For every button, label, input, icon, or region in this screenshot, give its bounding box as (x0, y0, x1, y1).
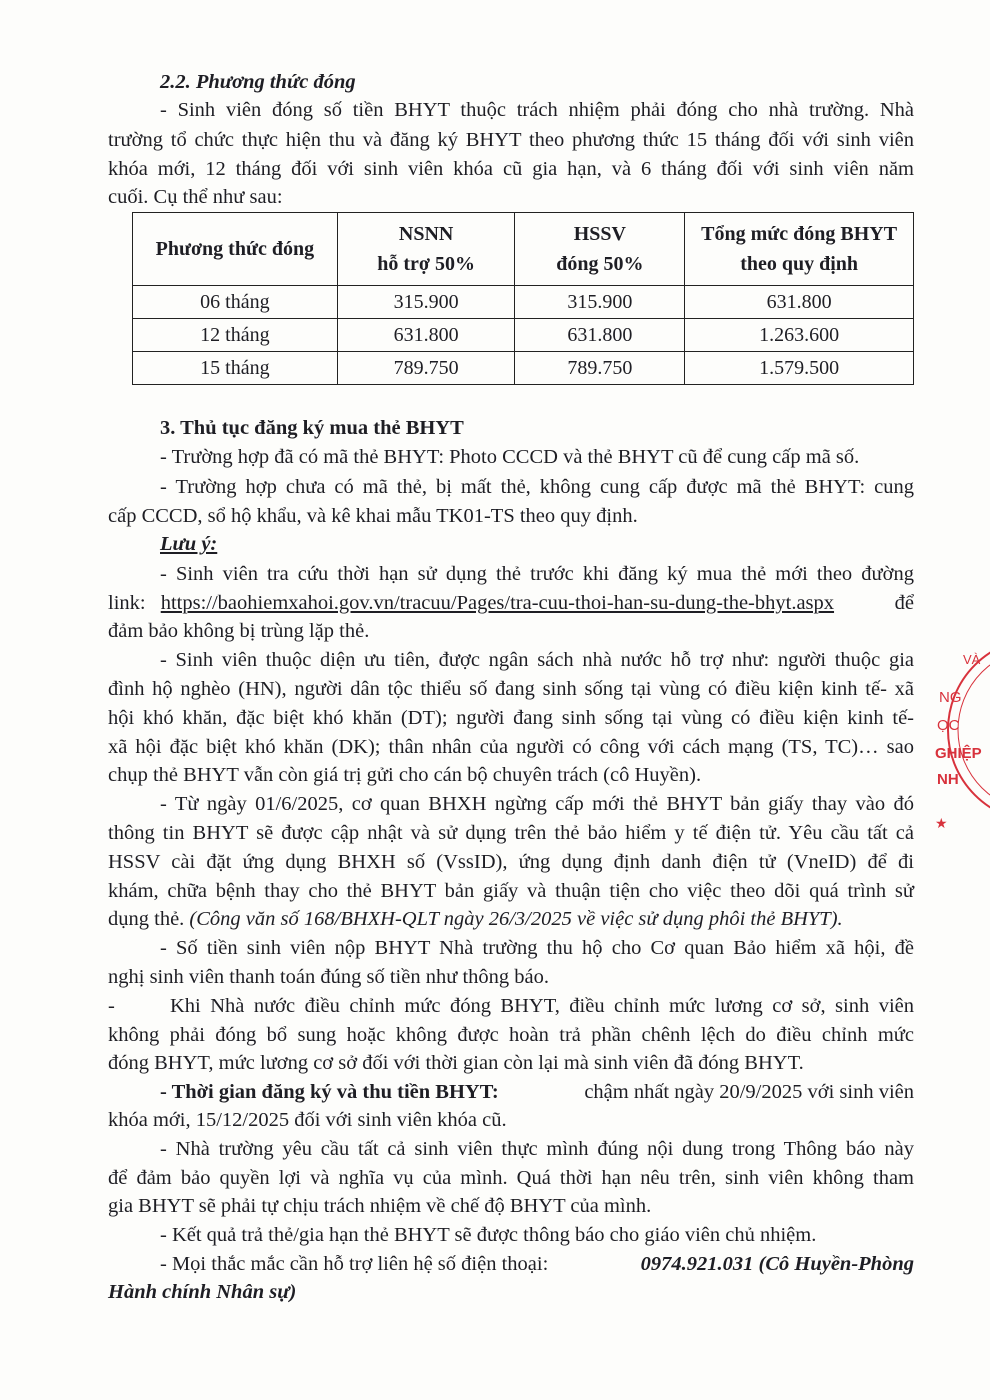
cell-hssv: 789.750 (515, 352, 685, 385)
seal-fragment: NG (939, 689, 962, 706)
note-9-line-1 (160, 1250, 914, 1278)
seal-star: ★ (935, 815, 948, 830)
section-3-p2-line-2: cấp CCCD, sổ hộ khẩu, và kê khai mẫu TK01-TS theo quy định. (108, 505, 638, 527)
note-3-line-1: - Từ ngày 01/6/2025, cơ quan BHXH ngừng cấp mới thẻ BHYT bản giấy thay vào đó (160, 793, 914, 815)
table-header-row (133, 213, 914, 286)
cell-hssv: 631.800 (515, 319, 685, 352)
note-9-prefix: - Mọi thắc mắc cần hỗ trợ liên hệ số điện thoại: (160, 1253, 549, 1275)
note-1-line-1: - Sinh viên tra cứu thời hạn sử dụng thẻ trước khi đăng ký mua thẻ mới theo đường (160, 563, 914, 585)
cell-nsnn: 315.900 (337, 286, 515, 319)
cell-nsnn: 631.800 (337, 319, 515, 352)
section-2-2-line-3: khóa mới, 12 tháng đối với sinh viên khóa cũ gia hạn, và 6 tháng đối với sinh viên năm (108, 158, 914, 180)
seal-fragment: VÀ (963, 652, 981, 667)
table-row (133, 319, 914, 352)
note-5-line-2: không phải đóng bổ sung hoặc không được hoàn trả phần chênh lệch do điều chỉnh mức (108, 1024, 914, 1046)
link-prefix: link: (108, 592, 146, 614)
header-nsnn: NSNN hỗ trợ 50% (337, 213, 515, 286)
note-6-line-1 (160, 1078, 914, 1106)
note-2-line-1: - Sinh viên thuộc diện ưu tiên, được ngân sách nhà nước hỗ trợ như: người thuộc gia (160, 649, 914, 671)
seal-inner-ring (958, 648, 990, 812)
header-hssv: HSSV đóng 50% (515, 213, 685, 286)
note-2-line-3: hội khó khăn, đặc biệt khó khăn (DT); người đang sinh sống tại vùng có điều kiện kinh tế- (108, 707, 914, 729)
cell-method: 12 tháng (133, 319, 338, 352)
note-5-dash: - (108, 995, 115, 1017)
note-5-line-3: đóng BHYT, mức lương cơ sở đối với thời gian còn lại mà sinh viên đã đóng BHYT. (108, 1052, 804, 1074)
cell-method: 15 tháng (133, 352, 338, 385)
note-4-line-2: nghị sinh viên thanh toán đúng số tiền như thông báo. (108, 966, 550, 988)
cell-hssv: 315.900 (515, 286, 685, 319)
note-3-reference: (Công văn số 168/BHXH-QLT ngày 26/3/2025 về việc sử dụng phôi thẻ BHYT). (189, 908, 843, 930)
header-method: Phương thức đóng (133, 213, 338, 286)
section-3-p1: - Trường hợp đã có mã thẻ BHYT: Photo CCCD và thẻ BHYT cũ để cung cấp mã số. (160, 446, 860, 468)
note-2-line-4: xã hội đặc biệt khó khăn (DK); thân nhân của người có công với cách mạng (TS, TC)… sao (108, 736, 914, 758)
seal-fragment: NH (937, 771, 959, 788)
cell-method: 06 tháng (133, 286, 338, 319)
cell-total: 631.800 (685, 286, 914, 319)
note-9-line-2: Hành chính Nhân sự) (108, 1281, 297, 1303)
note-6-bold: - Thời gian đăng ký và thu tiền BHYT: (160, 1081, 499, 1103)
header-total: Tổng mức đóng BHYT theo quy định (685, 213, 914, 286)
note-3-last-text: dụng thẻ. (108, 908, 185, 930)
note-7-line-2: để đảm bảo quyền lợi và nghĩa vụ của mình. Quá thời hạn nêu trên, sinh viên không tham (108, 1167, 914, 1189)
fee-table (132, 212, 914, 385)
note-7-line-1: - Nhà trường yêu cầu tất cả sinh viên thực mình đúng nội dung trong Thông báo này (160, 1138, 914, 1160)
note-7-line-3: gia BHYT sẽ phải tự chịu trách nhiệm về chế độ BHYT của mình. (108, 1195, 652, 1217)
contact-phone: 0974.921.031 (Cô Huyền-Phòng (640, 1253, 914, 1275)
cell-total: 1.579.500 (685, 352, 914, 385)
note-label: Lưu ý: (160, 533, 218, 555)
note-8: - Kết quả trả thẻ/gia hạn thẻ BHYT sẽ được thông báo cho giáo viên chủ nhiệm. (160, 1224, 817, 1246)
note-5-line-1: Khi Nhà nước điều chỉnh mức đóng BHYT, điều chỉnh mức lương cơ sở, sinh viên (170, 995, 914, 1017)
seal-fragment: GHIỆP (935, 745, 982, 762)
table-row (133, 352, 914, 385)
section-2-2-line-2: trường tổ chức thực hiện thu và đăng ký BHYT theo phương thức 15 tháng đối với sinh viên (108, 129, 914, 151)
lookup-link[interactable]: https://baohiemxahoi.gov.vn/tracuu/Pages/tra-cuu-thoi-han-su-dung-the-bhyt.aspx (160, 592, 835, 614)
link-suffix: để (894, 592, 914, 614)
section-3-title: 3. Thủ tục đăng ký mua thẻ BHYT (160, 417, 464, 439)
note-1-line-2 (108, 589, 914, 617)
cell-nsnn: 789.750 (337, 352, 515, 385)
red-seal-stamp (925, 630, 990, 830)
section-3-p2-line-1: - Trường hợp chưa có mã thẻ, bị mất thẻ, không cung cấp được mã thẻ BHYT: cung (160, 476, 914, 498)
table-row (133, 286, 914, 319)
note-6-line-2: khóa mới, 15/12/2025 đối với sinh viên khóa cũ. (108, 1109, 507, 1131)
note-6-rest: chậm nhất ngày 20/9/2025 với sinh viên (584, 1081, 914, 1103)
section-2-2-line-1: - Sinh viên đóng số tiền BHYT thuộc trách nhiệm phải đóng cho nhà trường. Nhà (160, 99, 914, 121)
note-2-line-2: đình hộ nghèo (HN), người dân tộc thiểu số đang sinh sống tại vùng có điều kiện kinh tế- xã (108, 678, 914, 700)
cell-total: 1.263.600 (685, 319, 914, 352)
note-3-line-4: khám, chữa bệnh thay cho thẻ BHYT bản giấy và thuận tiện cho việc theo dõi quá trình sử (108, 880, 914, 902)
section-2-2-line-4: cuối. Cụ thể như sau: (108, 186, 283, 208)
seal-fragment: ỌC (937, 717, 960, 734)
note-4-line-1: - Số tiền sinh viên nộp BHYT Nhà trường thu hộ cho Cơ quan Bảo hiểm xã hội, đề (160, 937, 914, 959)
note-1-line-3: đảm bảo không bị trùng lặp thẻ. (108, 620, 370, 642)
section-2-2-title: 2.2. Phương thức đóng (160, 71, 356, 93)
note-3-line-5 (108, 905, 843, 933)
note-3-line-3: HSSV cài đặt ứng dụng BHXH số (VssID), ứng dụng định danh điện tử (VneID) để đi (108, 851, 914, 873)
note-2-line-5: chụp thẻ BHYT vẫn còn giá trị gửi cho cán bộ chuyên trách (cô Huyền). (108, 764, 702, 786)
note-3-line-2: thông tin BHYT sẽ được cập nhật và sử dụng trên thẻ bảo hiểm y tế điện tử. Yêu cầu tất cả (108, 822, 914, 844)
